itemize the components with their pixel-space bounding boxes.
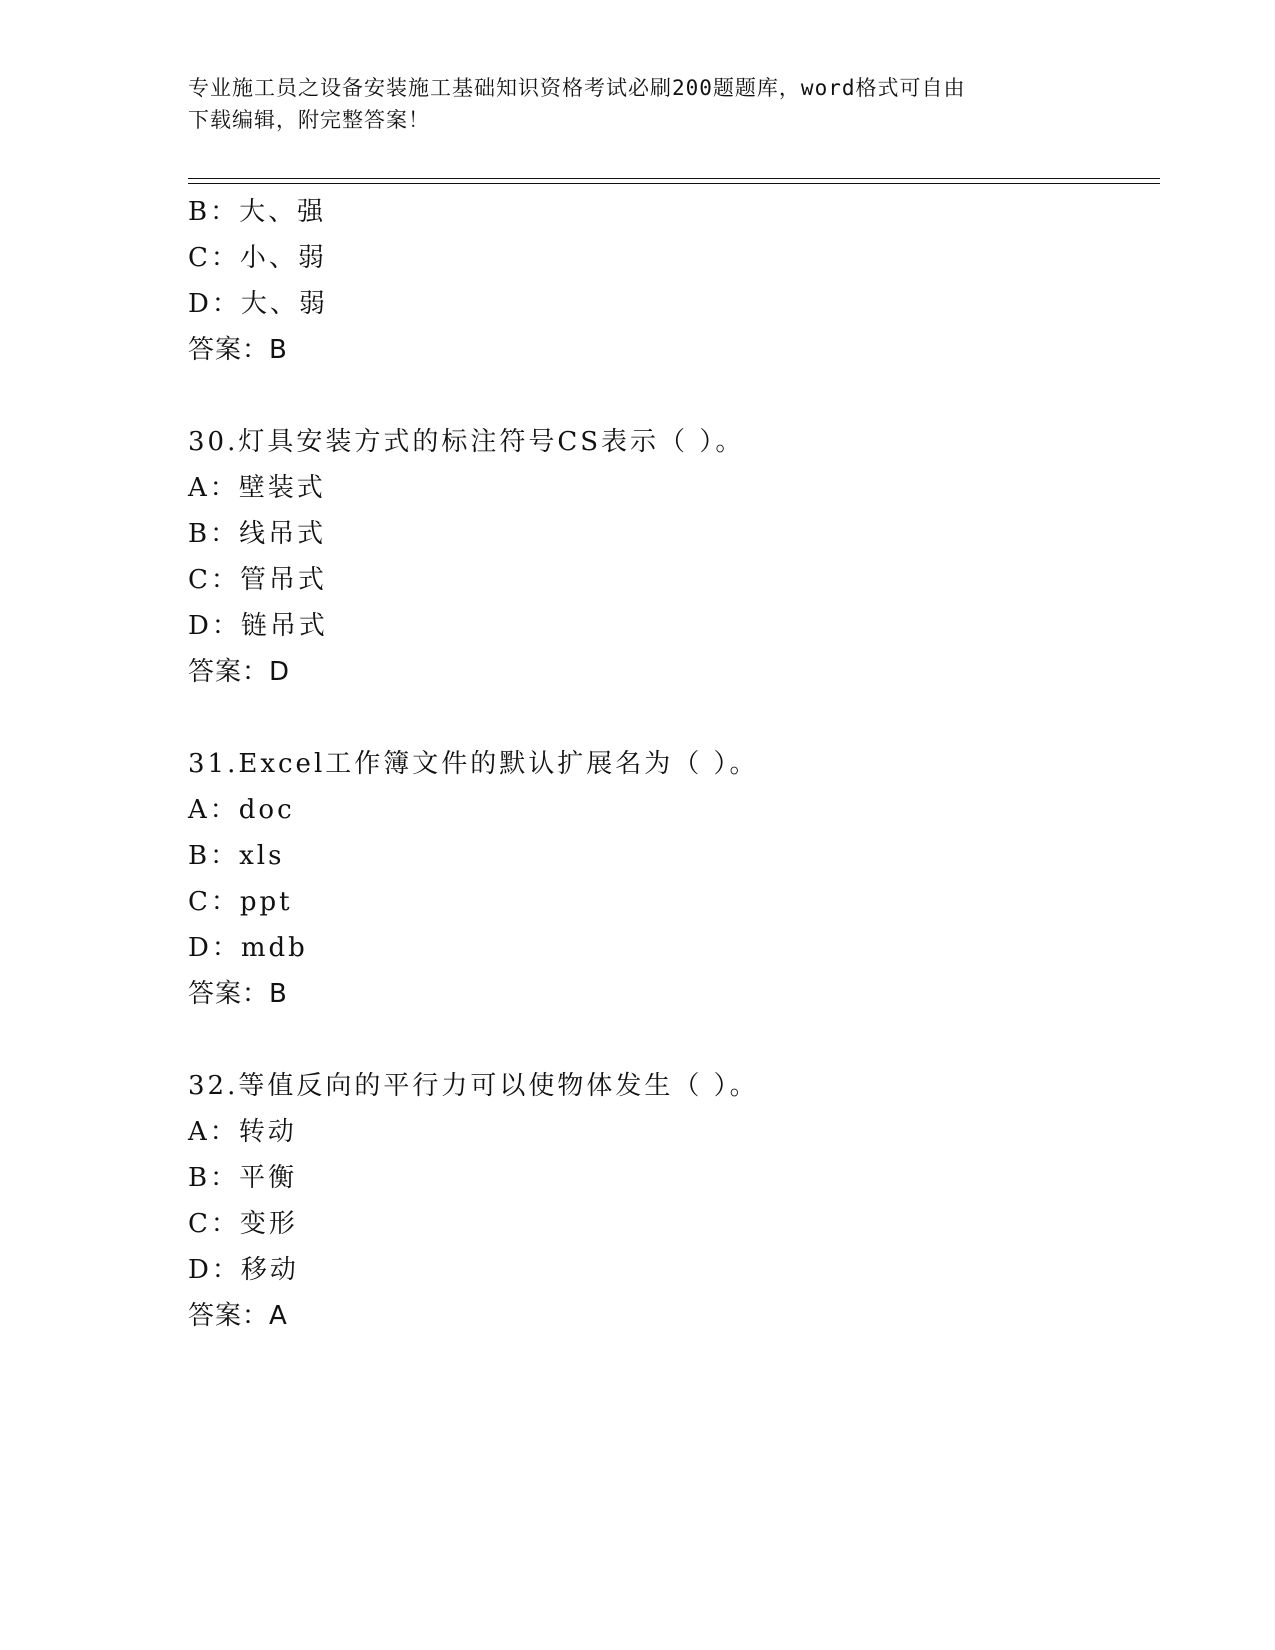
option-d: D：链吊式: [188, 611, 328, 641]
question-block-32: [188, 1063, 1148, 1339]
option-c: C：管吊式: [188, 565, 327, 595]
question-block-30: [188, 419, 1148, 695]
question-block-previous: [188, 189, 1148, 373]
option-b: B：大、强: [188, 197, 327, 227]
option-c: C：变形: [188, 1209, 298, 1239]
header-line-2: 下载编辑，附完整答案！: [188, 108, 430, 132]
header-divider-top: [188, 178, 1160, 179]
option-d: D：mdb: [188, 933, 308, 963]
question-list: [188, 189, 1148, 1339]
answer-line: 答案：A: [188, 1301, 288, 1331]
spacer: [188, 1017, 1148, 1063]
option-a: A：壁装式: [188, 473, 326, 503]
answer-line: 答案：B: [188, 335, 288, 365]
document-header: [188, 72, 1088, 136]
option-c: C：小、弱: [188, 243, 327, 273]
option-d: D：大、弱: [188, 289, 328, 319]
answer-line: 答案：B: [188, 979, 288, 1009]
question-text: 32.等值反向的平行力可以使物体发生（ ）。: [188, 1071, 759, 1101]
option-b: B：线吊式: [188, 519, 327, 549]
question-block-31: [188, 741, 1148, 1017]
option-b: B：xls: [188, 841, 285, 871]
spacer: [188, 373, 1148, 419]
header-divider-bottom: [188, 183, 1160, 184]
option-a: A：转动: [188, 1117, 297, 1147]
option-a: A：doc: [188, 795, 295, 825]
question-text: 30.灯具安装方式的标注符号CS表示（ ）。: [188, 427, 745, 457]
spacer: [188, 695, 1148, 741]
question-text: 31.Excel工作簿文件的默认扩展名为（ ）。: [188, 749, 759, 779]
header-line-1: 专业施工员之设备安装施工基础知识资格考试必刷200题题库，word格式可自由: [188, 76, 966, 100]
option-b: B：平衡: [188, 1163, 298, 1193]
option-c: C：ppt: [188, 887, 293, 917]
option-d: D：移动: [188, 1255, 299, 1285]
answer-line: 答案：D: [188, 657, 291, 687]
